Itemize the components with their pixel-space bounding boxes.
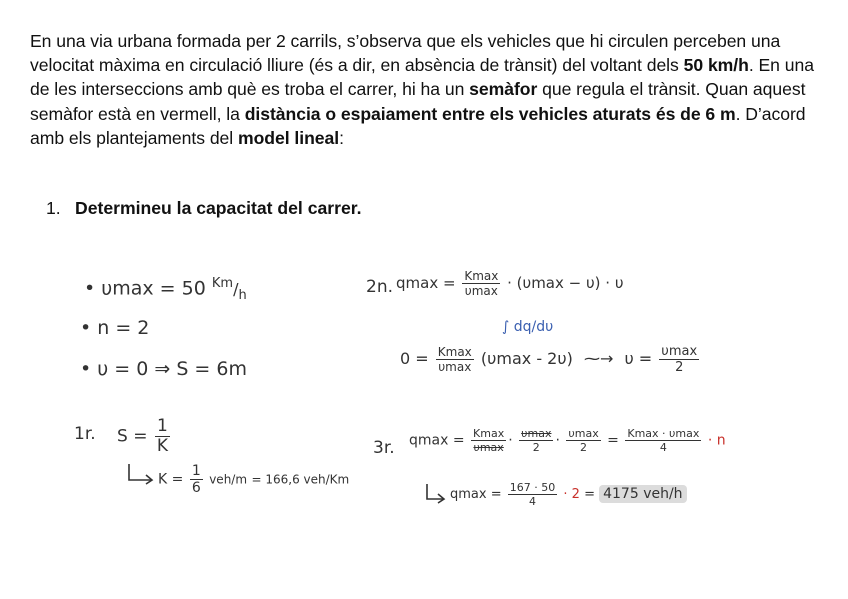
step2-q-lhs: qmax =	[396, 274, 456, 292]
step3-d-num: Kmax · υmax	[627, 427, 700, 440]
step3-q-equation: qmax = $\frac{Kmax}{\upsilon\max}$ · $\frac{\upsilon\max}{2}$ · $\frac{\upsilon\max}{2}$ = $\frac{Kmax \cdot \upsilon\max}{4}$ · n	[409, 427, 726, 454]
step3-hook-arrow	[425, 482, 447, 504]
step3-n-factor: · n	[707, 432, 726, 449]
step3-label: 3r.	[373, 438, 395, 458]
step3-frac-c	[566, 428, 600, 453]
problem-text-2: . En una de les interseccions amb què es troba el carrer, hi ha un	[30, 55, 814, 100]
step3-r-lhs: qmax =	[450, 487, 502, 502]
step2-v-fraction	[659, 345, 699, 374]
step2-z-num: Kmax	[437, 345, 472, 359]
step1-s-equation	[117, 418, 172, 455]
step1-s-fraction	[155, 418, 170, 455]
step1-k-lhs: K =	[158, 471, 184, 488]
step3-frac-a	[471, 428, 506, 453]
step2-zero-equation	[400, 345, 701, 374]
step1-k-unit: veh/m	[209, 472, 248, 487]
step2-q-equation	[396, 270, 624, 297]
step3-r-den: 4	[528, 495, 536, 508]
step2-derivative: ∫ dq/dυ	[502, 319, 554, 335]
step1-k-num: 1	[191, 463, 201, 479]
step3-result-equation	[450, 482, 687, 507]
step3-a-num: Kmax	[473, 427, 505, 440]
step3-b-num: υmax	[521, 427, 552, 440]
problem-text-1: En una via urbana formada per 2 carrils, s’observa que els vehicles que hi circulen perceben una velocitat màxima en circulació lliure (és a dir, en absència de trànsit) del voltant dels	[30, 31, 781, 76]
step3-frac-b	[519, 428, 553, 453]
step1-s-den: K	[156, 436, 169, 456]
step3-result-highlight: 4175 veh/h	[599, 485, 686, 503]
step2-label: 2n.	[366, 277, 393, 297]
step2-v-den: 2	[675, 360, 684, 375]
step1-s-num: 1	[157, 416, 168, 436]
step2-zero-fraction	[436, 346, 474, 373]
step2-zero-rhs: (υmax - 2υ)	[480, 349, 573, 368]
bullet-v-zero: • υ = 0 ⇒ S = 6m	[80, 358, 247, 380]
step3-r-num: 167 · 50	[509, 481, 556, 494]
step2-squiggle-arrow: ⁓→	[583, 349, 614, 368]
problem-text-4: . D’acord amb els plantejaments del	[30, 103, 806, 148]
bullet-n: • n = 2	[80, 317, 150, 339]
question-1	[46, 198, 362, 219]
problem-text-5: :	[339, 127, 344, 148]
step3-c-den: 2	[580, 441, 588, 454]
step2-zero-lhs: 0 =	[400, 349, 429, 368]
step2-f-num: Kmax	[464, 269, 499, 283]
step2-v-num: υmax	[661, 344, 698, 359]
step2-fraction	[462, 270, 500, 297]
step1-k-den: 6	[191, 480, 201, 496]
problem-bold-semafor: semàfor	[469, 79, 538, 100]
question-number: 1.	[46, 198, 61, 218]
step1-k-result: = 166,6 veh/Km	[251, 472, 350, 487]
step3-c-num: υmax	[568, 427, 599, 440]
step3-a-den: υmax	[473, 441, 504, 454]
question-text: Determineu la capacitat del carrer.	[75, 198, 362, 218]
step1-label: 1r.	[74, 424, 96, 444]
step1-hook-arrow	[127, 462, 157, 484]
step1-k-fraction	[190, 464, 203, 495]
step3-d-den: 4	[659, 441, 667, 454]
step1-s-lhs: S =	[117, 426, 148, 447]
bullet-vmax: • υmax = 50 $^{Km}/_h$	[84, 276, 247, 304]
step1-k-equation	[158, 464, 349, 495]
step3-frac-d	[625, 428, 701, 453]
step3-equals: =	[607, 432, 619, 449]
step2-z-den: υmax	[438, 360, 472, 374]
bullet-vmax-text: • υmax = 50	[84, 277, 212, 300]
step2-v-lhs: υ =	[624, 349, 653, 368]
step3-r-equals: =	[584, 487, 595, 502]
problem-bold-distance: distància o espaiament entre els vehicles aturats és de 6 m	[244, 103, 736, 124]
step2-f-den: υmax	[464, 284, 498, 298]
step3-q-lhs: qmax =	[409, 432, 465, 449]
bullet-vmax-unit-num: Km	[211, 276, 234, 291]
problem-text-3: que regula el trànsit. Quan aquest semàfor està en vermell, la	[30, 79, 806, 124]
step3-b-den: 2	[532, 441, 540, 454]
step2-rhs: · (υmax − υ) · υ	[507, 274, 624, 292]
step3-r-mult: · 2	[563, 487, 580, 502]
problem-statement	[30, 29, 820, 150]
step3-r-fraction	[508, 482, 557, 507]
problem-bold-model: model lineal	[238, 127, 340, 148]
bullet-vmax-unit-den: h	[238, 288, 247, 304]
problem-bold-speed: 50 km/h	[683, 55, 749, 76]
